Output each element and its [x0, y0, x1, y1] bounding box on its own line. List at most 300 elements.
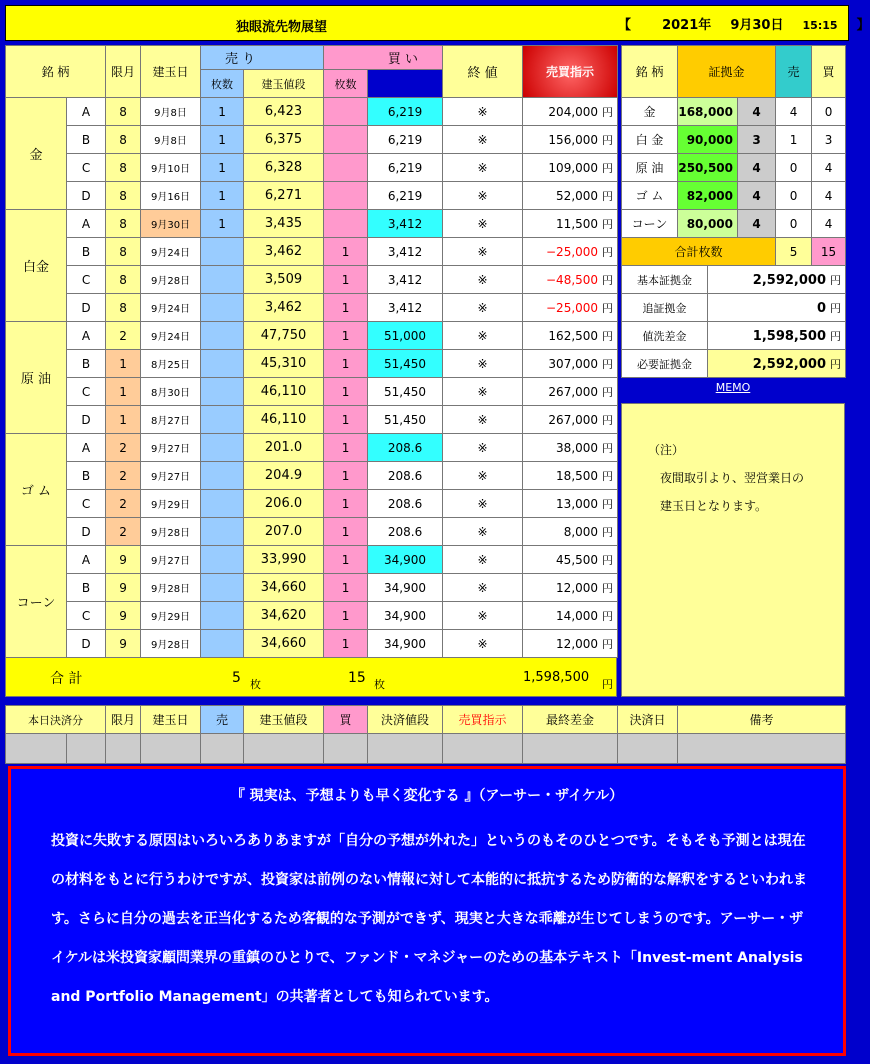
side-row	[622, 126, 846, 154]
side-sell: 0	[776, 210, 812, 238]
row-month: 1	[106, 350, 141, 378]
title-bar	[5, 5, 870, 41]
row-price: 3,462	[244, 294, 324, 322]
side-row	[622, 98, 846, 126]
row-diff-value: 12,000	[556, 580, 599, 595]
side-brand: コーン	[622, 210, 678, 238]
row-sub: D	[67, 182, 106, 210]
quote-box	[8, 766, 846, 1056]
row-sub: A	[67, 210, 106, 238]
row-instruction: ※	[443, 546, 523, 574]
row-close: 51,000	[368, 322, 443, 350]
row-price: 47,750	[244, 322, 324, 350]
side-margin: 80,000	[678, 210, 738, 238]
row-close: 6,219	[368, 126, 443, 154]
row-buy: 1	[324, 378, 368, 406]
side-total-buy: 15	[812, 238, 846, 266]
row-month: 8	[106, 294, 141, 322]
row-month: 1	[106, 378, 141, 406]
memo-line: （注）	[648, 443, 685, 457]
settle-cell[interactable]	[368, 734, 443, 764]
row-sell: 1	[201, 126, 244, 154]
row-close: 3,412	[368, 294, 443, 322]
summary-yen: 円	[830, 301, 841, 315]
row-close: 51,450	[368, 350, 443, 378]
row-diff	[523, 322, 618, 350]
margin-table	[621, 45, 846, 266]
row-sell	[201, 294, 244, 322]
row-date: 9月30日	[141, 210, 201, 238]
summary-amount: 2,592,000	[752, 356, 826, 372]
row-sub: D	[67, 518, 106, 546]
row-diff-yen: 円	[602, 413, 614, 427]
settlement-table	[5, 705, 846, 764]
row-instruction: ※	[443, 154, 523, 182]
side-buy: 4	[812, 154, 846, 182]
quote-body: 投資に失敗する原因はいろいろありあますが「自分の予想が外れた」というのもそのひとつです。そもそも予測とは現在の材料をもとに行うわけですが、投資家は前例のない情報に対して本能的に抵抗するため防衛的な解釈をするといわれます。さらに自分の過去を正当化するため客観的な予測ができず、現実と大きな乖離が生じてしまうのです。アーサー・ザイケルは米投資家顧問業界の重鎮のひとりで、ファンド・マネジャーのための基本テキスト「Invest-ment Analysis and Portfolio Management」の共著者としても知られています。	[51, 833, 807, 1005]
settle-cell[interactable]	[141, 734, 201, 764]
row-instruction: ※	[443, 406, 523, 434]
row-close: 208.6	[368, 462, 443, 490]
row-diff-value: −25,000	[546, 300, 599, 315]
side-buy: 4	[812, 210, 846, 238]
memo-line: 夜間取引より、翌営業日の	[648, 471, 805, 485]
row-instruction: ※	[443, 574, 523, 602]
row-sub: C	[67, 266, 106, 294]
row-sub: C	[67, 154, 106, 182]
row-instruction: ※	[443, 434, 523, 462]
row-diff-yen: 円	[602, 301, 614, 315]
table-row	[6, 210, 618, 238]
row-sell	[201, 238, 244, 266]
table-row	[6, 406, 618, 434]
row-date: 9月28日	[141, 266, 201, 294]
row-sub: C	[67, 602, 106, 630]
row-buy: 1	[324, 518, 368, 546]
row-sell: 1	[201, 182, 244, 210]
side-sell: 0	[776, 182, 812, 210]
row-diff	[523, 518, 618, 546]
settle-cell[interactable]	[6, 734, 67, 764]
row-instruction: ※	[443, 490, 523, 518]
row-month: 2	[106, 518, 141, 546]
totals-diff: 1,598,500	[523, 670, 590, 685]
row-price: 3,509	[244, 266, 324, 294]
row-diff	[523, 350, 618, 378]
row-diff-yen: 円	[602, 469, 614, 483]
row-buy	[324, 154, 368, 182]
totals-sell: 5	[232, 670, 241, 686]
row-date: 9月28日	[141, 630, 201, 658]
summary-amount: 2,592,000	[752, 272, 826, 288]
summary-yen: 円	[830, 357, 841, 371]
row-price: 6,271	[244, 182, 324, 210]
row-sell	[201, 574, 244, 602]
side-brand: ゴ ム	[622, 182, 678, 210]
row-month: 1	[106, 406, 141, 434]
row-month: 9	[106, 602, 141, 630]
settle-cell[interactable]	[67, 734, 106, 764]
header-brand: 銘 柄	[6, 46, 106, 98]
totals-sell-unit: 枚	[250, 678, 261, 691]
side-row	[622, 182, 846, 210]
row-instruction: ※	[443, 350, 523, 378]
row-close: 208.6	[368, 434, 443, 462]
row-diff	[523, 210, 618, 238]
summary-label: 追証拠金	[622, 294, 708, 322]
row-diff	[523, 126, 618, 154]
header-buy: 買 い	[324, 46, 443, 70]
row-sell: 1	[201, 210, 244, 238]
row-sub: C	[67, 378, 106, 406]
table-row	[6, 238, 618, 266]
row-diff	[523, 98, 618, 126]
row-month: 9	[106, 546, 141, 574]
table-row	[6, 350, 618, 378]
row-close: 3,412	[368, 266, 443, 294]
row-diff-value: 162,500	[548, 328, 599, 343]
row-sell	[201, 322, 244, 350]
table-row	[6, 490, 618, 518]
group-name: 白金	[6, 210, 67, 322]
row-sell	[201, 546, 244, 574]
row-sell	[201, 602, 244, 630]
row-sell	[201, 434, 244, 462]
row-date: 8月30日	[141, 378, 201, 406]
row-diff-yen: 円	[602, 497, 614, 511]
settle-header: 買	[324, 706, 368, 734]
totals-yen: 円	[602, 678, 613, 691]
side-total-row	[622, 238, 846, 266]
row-month: 8	[106, 154, 141, 182]
totals-label: 合 計	[50, 671, 83, 687]
row-instruction: ※	[443, 98, 523, 126]
summary-yen: 円	[830, 329, 841, 343]
row-month: 8	[106, 266, 141, 294]
row-diff-yen: 円	[602, 357, 614, 371]
group-name: ゴ ム	[6, 434, 67, 546]
row-diff-yen: 円	[602, 609, 614, 623]
row-date: 9月28日	[141, 574, 201, 602]
summary-value	[708, 350, 846, 378]
row-instruction: ※	[443, 630, 523, 658]
side-brand: 原 油	[622, 154, 678, 182]
row-close: 3,412	[368, 238, 443, 266]
row-instruction: ※	[443, 378, 523, 406]
row-close: 34,900	[368, 602, 443, 630]
header-close: 終 値	[443, 46, 523, 98]
row-buy: 1	[324, 406, 368, 434]
settle-header: 決済日	[618, 706, 678, 734]
side-brand: 白 金	[622, 126, 678, 154]
table-row	[6, 462, 618, 490]
memo-line: 建玉日となります。	[648, 499, 768, 513]
row-sub: A	[67, 434, 106, 462]
table-row	[6, 294, 618, 322]
row-diff	[523, 238, 618, 266]
row-price: 3,435	[244, 210, 324, 238]
row-instruction: ※	[443, 602, 523, 630]
row-close: 34,900	[368, 630, 443, 658]
row-month: 8	[106, 210, 141, 238]
row-diff	[523, 546, 618, 574]
row-sub: D	[67, 294, 106, 322]
row-diff	[523, 266, 618, 294]
summary-value	[708, 294, 846, 322]
side-total-label: 合計枚数	[622, 238, 776, 266]
row-diff-yen: 円	[602, 133, 614, 147]
row-diff	[523, 602, 618, 630]
row-close: 34,900	[368, 546, 443, 574]
row-price: 33,990	[244, 546, 324, 574]
side-margin: 82,000	[678, 182, 738, 210]
row-date: 9月16日	[141, 182, 201, 210]
row-price: 206.0	[244, 490, 324, 518]
settle-cell[interactable]	[324, 734, 368, 764]
row-sub: B	[67, 350, 106, 378]
row-diff-yen: 円	[602, 441, 614, 455]
row-close: 6,219	[368, 182, 443, 210]
settle-header: 本日決済分	[6, 706, 106, 734]
row-sell	[201, 350, 244, 378]
side-buy: 0	[812, 98, 846, 126]
row-month: 2	[106, 322, 141, 350]
row-instruction: ※	[443, 266, 523, 294]
summary-label: 基本証拠金	[622, 266, 708, 294]
table-row	[6, 574, 618, 602]
row-buy: 1	[324, 546, 368, 574]
row-sell	[201, 378, 244, 406]
row-instruction: ※	[443, 462, 523, 490]
header-price: 建玉値段	[244, 70, 324, 98]
row-date: 9月24日	[141, 322, 201, 350]
table-row	[6, 518, 618, 546]
row-instruction: ※	[443, 182, 523, 210]
row-date: 9月29日	[141, 602, 201, 630]
row-buy: 1	[324, 238, 368, 266]
row-diff-value: 109,000	[548, 160, 599, 175]
settle-cell[interactable]	[443, 734, 523, 764]
row-price: 201.0	[244, 434, 324, 462]
row-date: 9月27日	[141, 462, 201, 490]
summary-value	[708, 322, 846, 350]
row-date: 9月8日	[141, 98, 201, 126]
row-instruction: ※	[443, 322, 523, 350]
row-diff	[523, 490, 618, 518]
side-count: 4	[738, 210, 776, 238]
row-buy: 1	[324, 266, 368, 294]
row-diff-yen: 円	[602, 385, 614, 399]
row-buy: 1	[324, 322, 368, 350]
row-buy: 1	[324, 294, 368, 322]
row-month: 9	[106, 630, 141, 658]
row-buy: 1	[324, 574, 368, 602]
row-buy: 1	[324, 462, 368, 490]
row-diff-value: 52,000	[556, 188, 599, 203]
settle-cell[interactable]	[523, 734, 618, 764]
row-date: 9月24日	[141, 238, 201, 266]
header-datetime	[618, 14, 870, 33]
row-price: 6,375	[244, 126, 324, 154]
header-date: 9月30日	[730, 18, 784, 33]
row-date: 9月27日	[141, 434, 201, 462]
row-diff-yen: 円	[602, 245, 614, 259]
row-date: 9月10日	[141, 154, 201, 182]
row-month: 8	[106, 238, 141, 266]
row-diff-yen: 円	[602, 637, 614, 651]
row-diff	[523, 630, 618, 658]
row-diff	[523, 378, 618, 406]
header-month: 限月	[106, 46, 141, 98]
row-close: 34,900	[368, 574, 443, 602]
row-diff-value: 13,000	[556, 496, 599, 511]
summary-table	[621, 265, 846, 378]
settle-cell[interactable]	[244, 734, 324, 764]
row-date: 9月8日	[141, 126, 201, 154]
row-diff-value: 307,000	[548, 356, 599, 371]
row-close: 208.6	[368, 518, 443, 546]
row-diff-value: 14,000	[556, 608, 599, 623]
row-sell: 1	[201, 98, 244, 126]
summary-amount: 0	[816, 300, 826, 316]
row-diff-yen: 円	[602, 217, 614, 231]
side-count: 4	[738, 182, 776, 210]
row-month: 2	[106, 490, 141, 518]
row-date: 9月24日	[141, 294, 201, 322]
row-sub: A	[67, 546, 106, 574]
settle-header: 限月	[106, 706, 141, 734]
row-diff-value: 45,500	[556, 552, 599, 567]
row-date: 8月27日	[141, 406, 201, 434]
row-instruction: ※	[443, 294, 523, 322]
settle-cell[interactable]	[678, 734, 846, 764]
row-diff-value: 204,000	[548, 104, 599, 119]
header-sell-count: 枚数	[201, 70, 244, 98]
row-sell	[201, 462, 244, 490]
summary-yen: 円	[830, 273, 841, 287]
row-price: 34,620	[244, 602, 324, 630]
row-sub: A	[67, 322, 106, 350]
group-name: コーン	[6, 546, 67, 658]
row-instruction: ※	[443, 126, 523, 154]
row-diff-value: 8,000	[563, 524, 599, 539]
row-sub: B	[67, 462, 106, 490]
row-price: 34,660	[244, 630, 324, 658]
header-time: 15:15	[802, 19, 838, 32]
quote-title: 『 現実は、予想よりも早く変化する 』（アーサー・ザイケル）	[230, 788, 624, 804]
summary-row	[622, 322, 846, 350]
table-row	[6, 630, 618, 658]
row-month: 2	[106, 462, 141, 490]
row-sub: D	[67, 630, 106, 658]
settle-header: 最終差金	[523, 706, 618, 734]
side-header-sell: 売	[776, 46, 812, 98]
side-margin: 168,000	[678, 98, 738, 126]
settle-cell[interactable]	[106, 734, 141, 764]
row-diff	[523, 462, 618, 490]
summary-value	[708, 266, 846, 294]
side-sell: 4	[776, 98, 812, 126]
side-header-margin: 証拠金	[678, 46, 776, 98]
table-row	[6, 434, 618, 462]
row-instruction: ※	[443, 210, 523, 238]
side-header-brand: 銘 柄	[622, 46, 678, 98]
row-diff	[523, 406, 618, 434]
row-close: 6,219	[368, 98, 443, 126]
row-diff-yen: 円	[602, 189, 614, 203]
header-date: 建玉日	[141, 46, 201, 98]
row-month: 8	[106, 182, 141, 210]
group-name: 原 油	[6, 322, 67, 434]
side-buy: 4	[812, 182, 846, 210]
table-row	[6, 546, 618, 574]
row-close: 6,219	[368, 154, 443, 182]
row-diff-yen: 円	[602, 273, 614, 287]
row-price: 3,462	[244, 238, 324, 266]
row-price: 207.0	[244, 518, 324, 546]
row-month: 9	[106, 574, 141, 602]
memo-link[interactable]: MEMO	[715, 381, 751, 394]
summary-row	[622, 294, 846, 322]
row-sell	[201, 266, 244, 294]
summary-row	[622, 350, 846, 378]
settle-header: 建玉日	[141, 706, 201, 734]
row-buy	[324, 210, 368, 238]
side-brand: 金	[622, 98, 678, 126]
row-diff-value: 267,000	[548, 384, 599, 399]
row-instruction: ※	[443, 518, 523, 546]
side-count: 4	[738, 154, 776, 182]
row-diff-value: 12,000	[556, 636, 599, 651]
row-date: 9月27日	[141, 546, 201, 574]
row-diff-value: −25,000	[546, 244, 599, 259]
row-month: 8	[106, 126, 141, 154]
row-date: 9月29日	[141, 490, 201, 518]
memo-box	[621, 403, 845, 697]
row-diff	[523, 182, 618, 210]
row-close: 3,412	[368, 210, 443, 238]
table-row	[6, 602, 618, 630]
side-count: 3	[738, 126, 776, 154]
settle-cell[interactable]	[618, 734, 678, 764]
row-close: 51,450	[368, 378, 443, 406]
row-price: 6,328	[244, 154, 324, 182]
positions-table	[5, 45, 618, 658]
summary-amount: 1,598,500	[752, 328, 826, 344]
row-sell	[201, 630, 244, 658]
row-diff-value: −48,500	[546, 272, 599, 287]
settle-header: 売	[201, 706, 244, 734]
totals-row	[5, 657, 617, 697]
side-sell: 0	[776, 154, 812, 182]
row-diff	[523, 434, 618, 462]
row-diff	[523, 574, 618, 602]
side-header-buy: 買	[812, 46, 846, 98]
row-buy: 1	[324, 434, 368, 462]
side-total-sell: 5	[776, 238, 812, 266]
side-margin: 90,000	[678, 126, 738, 154]
row-buy: 1	[324, 490, 368, 518]
header-instruction: 売買指示	[523, 46, 618, 98]
row-buy	[324, 182, 368, 210]
side-sell: 1	[776, 126, 812, 154]
row-date: 9月28日	[141, 518, 201, 546]
settle-header: 決済値段	[368, 706, 443, 734]
settle-cell[interactable]	[201, 734, 244, 764]
header-buy-count: 枚数	[324, 70, 368, 98]
row-sub: B	[67, 126, 106, 154]
row-month: 2	[106, 434, 141, 462]
